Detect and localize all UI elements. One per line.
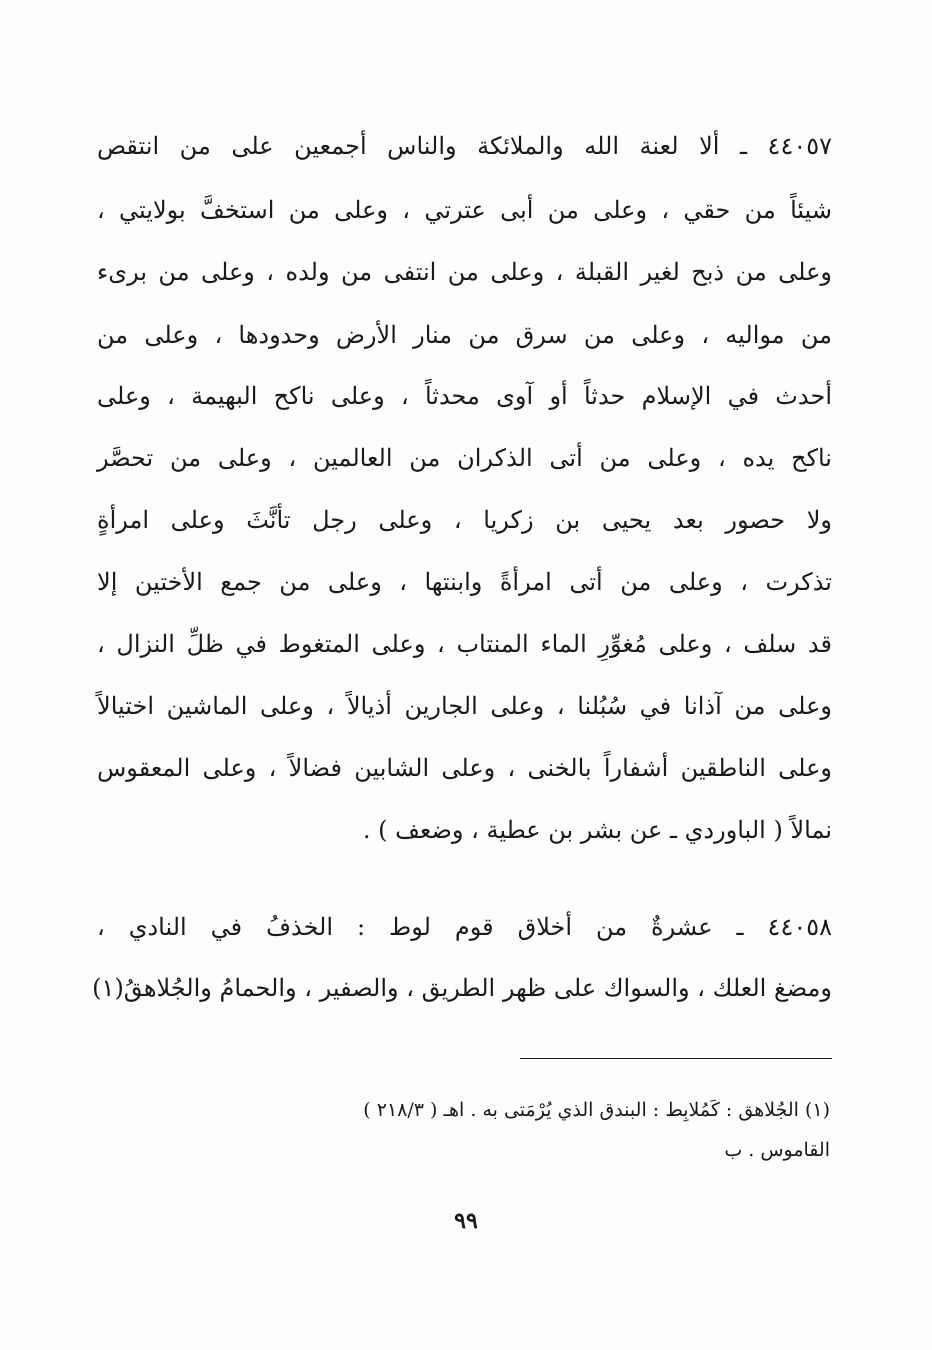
text-line: ٤٤٠٥٨ ـ عشرةٌ من أخلاق قوم لوط : الخذفُ في النادي ، — [97, 913, 832, 941]
text-line: نمالاً ( الباوردي ـ عن بشر بن عطية ، وضعف ) . — [362, 816, 832, 844]
text-line: تذكرت ، وعلى من أتى امرأةً وابنتها ، وعلى من جمع الأختين إلا — [97, 568, 832, 596]
text-line: قد سلف ، وعلى مُغوِّرِ الماء المنتاب ، وعلى المتغوط في ظلِّ النزال ، — [97, 630, 832, 658]
text-line: أحدث في الإسلام حدثاً أو آوى محدثاً ، وعلى ناكح البهيمة ، وعلى — [97, 382, 832, 410]
text-line: شيئاً من حقي ، وعلى من أبى عترتي ، وعلى من استخفَّ بولايتي ، — [97, 196, 832, 224]
footnote-line: (١) الجُلاهق : كَمُلابِط : البندق الذي يُرْمَتى به . اهـ ( ٢١٨/٣ ) — [363, 1099, 830, 1121]
text-line: وعلى من ذبح لغير القبلة ، وعلى من انتفى من ولده ، وعلى من برىء — [97, 258, 832, 286]
text-line: وعلى الناطقين أشفاراً بالخنى ، وعلى الشابين فضالاً ، وعلى المعقوس — [97, 754, 832, 782]
text-line: ومضغ العلك ، والسواك على ظهر الطريق ، والصفير ، والحمامُ والجُلاهقُ(١) — [92, 974, 832, 1002]
text-line: وعلى من آذانا في سُبُلنا ، وعلى الجارين أذيالاً ، وعلى الماشين اختيالاً — [97, 692, 832, 720]
text-line: ناكح يده ، وعلى من أتى الذكران من العالمين ، وعلى من تحصَّر — [97, 444, 832, 472]
footnote-line: القاموس . ب — [724, 1139, 830, 1161]
text-line: من مواليه ، وعلى من سرق من منار الأرض وحدودها ، وعلى من — [97, 321, 832, 349]
text-line: ٤٤٠٥٧ ـ ألا لعنة الله والملائكة والناس أجمعين على من انتقص — [97, 132, 832, 160]
footnote-divider — [520, 1058, 832, 1059]
page-number: ٩٩ — [454, 1208, 478, 1234]
text-line: ولا حصور بعد يحيى بن زكريا ، وعلى رجل تأنَّثَ وعلى امرأةٍ — [97, 506, 832, 534]
